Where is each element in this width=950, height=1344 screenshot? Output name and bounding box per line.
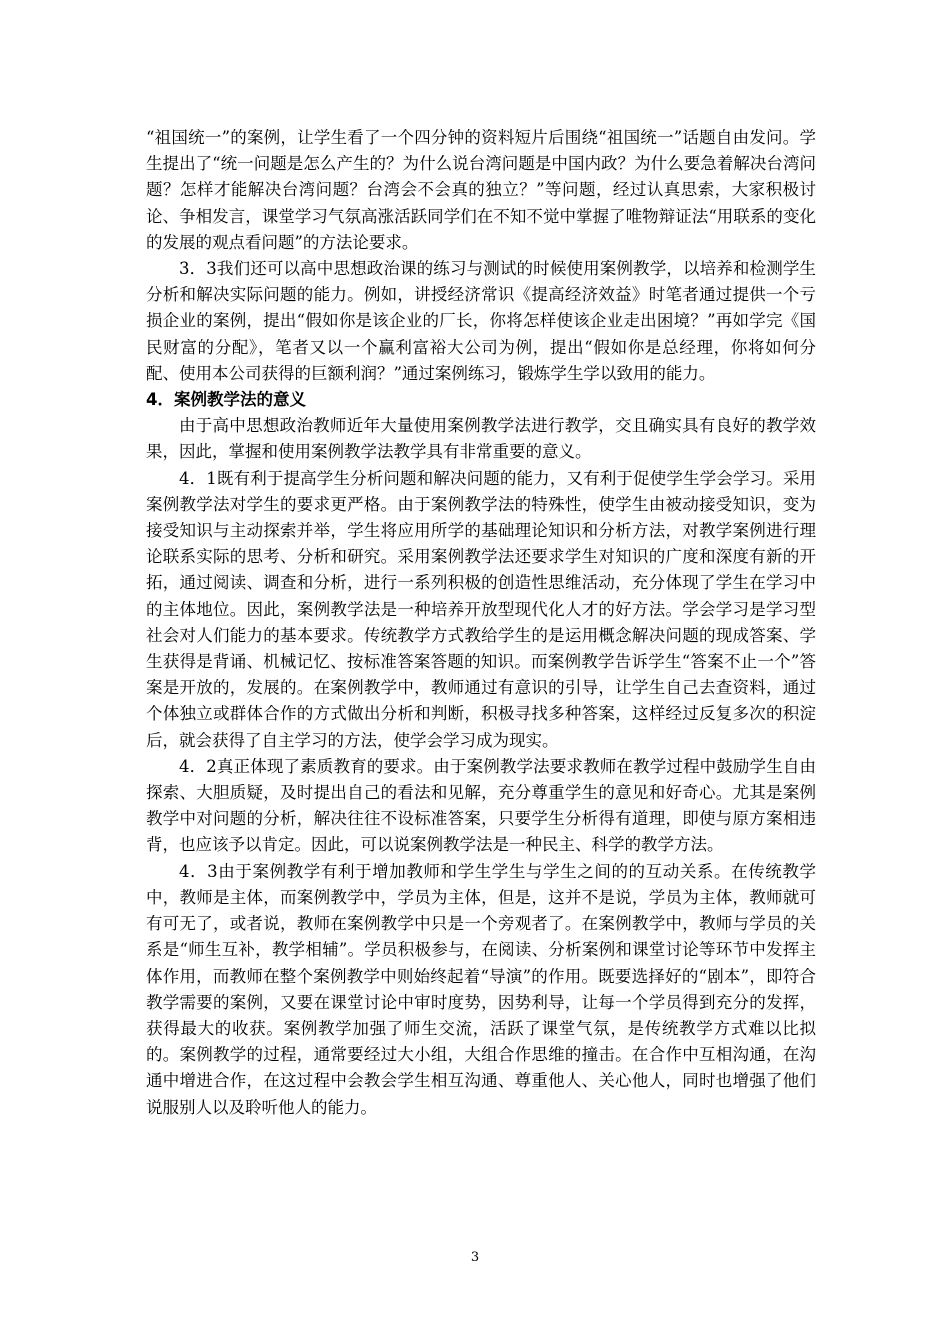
- paragraph-4-1: 4．1既有利于提高学生分析问题和解决问题的能力，又有利于促使学生学会学习。采用案例教学法对学生的要求更严格。由于案例教学法的特殊性，使学生由被动接受知识，变为接受知识与主动探索并举，学生将应用所学的基础理论知识和分析方法，对教学案例进行理论联系实际的思考、分析和研究。采用案例教学法还要求学生对知识的广度和深度有新的开拓，通过阅读、调查和分析，进行一系列积极的创造性思维活动，充分体现了学生在学习中的主体地位。因此，案例教学法是一种培养开放型现代化人才的好方法。学会学习是学习型社会对人们能力的基本要求。传统教学方式教给学生的是运用概念解决问题的现成答案、学生获得是背诵、机械记忆、按标准答案答题的知识。而案例教学告诉学生“答案不止一个”答案是开放的，发展的。在案例教学中，教师通过有意识的引导，让学生自己去查资料，通过个体独立或群体合作的方式做出分析和判断，积极寻找多种答案，这样经过反复多次的积淀后，就会获得了自主学习的方法，使学会学习成为现实。: [146, 468, 816, 750]
- section-heading-4: 4．案例教学法的意义: [146, 390, 306, 410]
- paragraph-continued: “祖国统一”的案例，让学生看了一个四分钟的资料短片后围绕“祖国统一”话题自由发问。学生提出了“统一问题是怎么产生的？为什么说台湾问题是中国内政？为什么要急着解决台湾问题？怎样才能解决台湾问题？台湾会不会真的独立？”等问题，经过认真思索，大家积极讨论、争相发言，课堂学习气氛高涨活跃同学们在不知不觉中掌握了唯物辩证法“用联系的变化的发展的观点看问题”的方法论要求。: [146, 128, 816, 252]
- page-number: 3: [470, 1250, 480, 1265]
- paragraph-4-3: 4．3由于案例教学有利于增加教师和学生学生与学生之间的的互动关系。在传统教学中，教师是主体，而案例教学中，学员为主体，但是，这并不是说，学员为主体，教师就可有可无了，或者说，教师在案例教学中只是一个旁观者了。在案例教学中，教师与学员的关系是“师生互补，教学相辅”。学员积极参与，在阅读、分析案例和课堂讨论等环节中发挥主体作用，而教师在整个案例教学中则始终起着“导演”的作用。既要选择好的“剧本”，即符合教学需要的案例，又要在课堂讨论中审时度势，因势利导，让每一个学员得到充分的发挥，获得最大的收获。案例教学加强了师生交流，活跃了课堂气氛，是传统教学方式难以比拟的。案例教学的过程，通常要经过大小组，大组合作思维的撞击。在合作中互相沟通，在沟通中增进合作，在这过程中会教会学生相互沟通、尊重他人、关心他人，同时也增强了他们说服别人以及聆听他人的能力。: [146, 861, 816, 1117]
- paragraph-4-intro: 由于高中思想政治教师近年大量使用案例教学法进行教学，交且确实具有良好的教学效果，因此，掌握和使用案例教学法教学具有非常重要的意义。: [146, 416, 816, 462]
- document-body: [146, 125, 816, 1121]
- paragraph-4-2: 4．2真正体现了素质教育的要求。由于案例教学法要求教师在教学过程中鼓励学生自由探索、大胆质疑，及时提出自己的看法和见解，充分尊重学生的意见和好奇心。尤其是案例教学中对问题的分析，解决往往不设标准答案，只要学生分析得有道理，即使与原方案相违背，也应该予以肯定。因此，可以说案例教学法是一种民主、科学的教学方法。: [146, 756, 816, 855]
- paragraph-3-3: 3．3我们还可以高中思想政治课的练习与测试的时候使用案例教学，以培养和检测学生分析和解决实际问题的能力。例如，讲授经济常识《提高经济效益》时笔者通过提供一个亏损企业的案例，提出“假如你是该企业的厂长，你将怎样使该企业走出困境？”再如学完《国民财富的分配》，笔者又以一个赢利富裕大公司为例，提出“假如你是总经理，你将如何分配、使用本公司获得的巨额利润？”通过案例练习，锻炼学生学以致用的能力。: [146, 259, 816, 383]
